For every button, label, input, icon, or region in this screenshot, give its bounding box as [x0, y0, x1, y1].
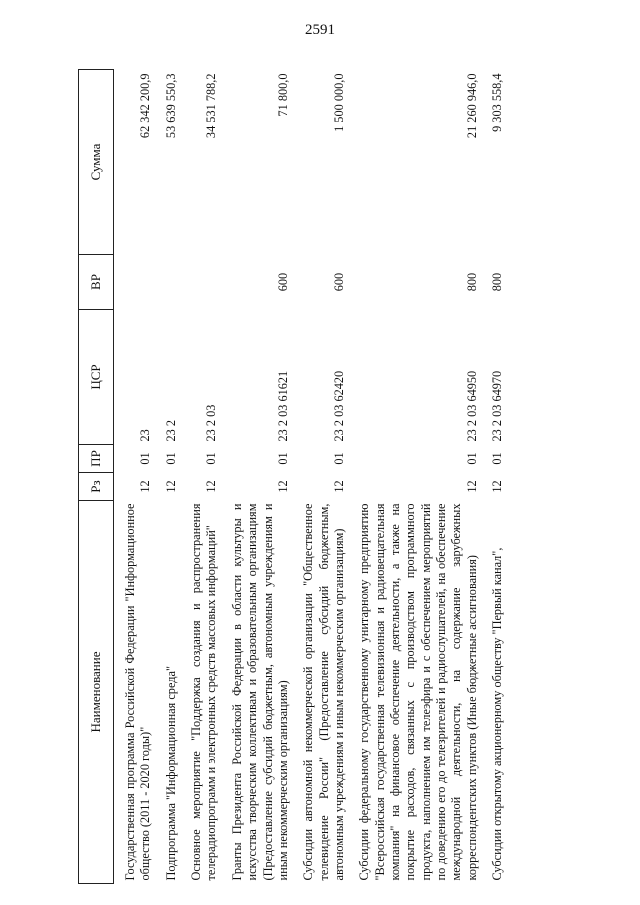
- row-vr: 600: [275, 272, 290, 292]
- table-row: [229, 70, 292, 884]
- row-pr: 01: [163, 452, 178, 465]
- table-row: [188, 70, 221, 884]
- row-name: Подпрограмма "Информационная среда": [163, 666, 178, 881]
- row-pr: 01: [138, 452, 153, 465]
- row-name: Субсидии автономной некоммерческой организации "Общественное телевидение России" (Предоставление субсидий бюджетным, автономным учреждениям и иным некоммерческим организациям): [301, 503, 346, 881]
- row-sum: 62 342 200,9: [138, 73, 153, 139]
- row-name: Субсидии открытому акционерному обществу "Первый канал",: [490, 547, 505, 881]
- row-vr: 600: [331, 272, 346, 292]
- header-row: [79, 70, 114, 884]
- row-sum: 53 639 550,3: [163, 73, 178, 139]
- row-csr: 23 2 03: [204, 404, 219, 442]
- row-rz: 12: [464, 480, 479, 493]
- col-header-name: Наименование: [79, 501, 114, 884]
- table-row: [489, 70, 506, 884]
- row-name: Государственная программа Российской Федерации "Информационное общество (2011 - 2020 годы)": [123, 503, 153, 881]
- row-vr: 800: [464, 272, 479, 292]
- table-row: [163, 70, 180, 884]
- row-csr: 23 2 03 62420: [331, 370, 346, 442]
- row-pr: 01: [204, 452, 219, 465]
- row-csr: 23 2 03 61621: [275, 370, 290, 442]
- row-rz: 12: [163, 480, 178, 493]
- row-rz: 12: [331, 480, 346, 493]
- row-rz: 12: [490, 480, 505, 493]
- row-pr: 01: [275, 452, 290, 465]
- page-number: 2591: [305, 22, 335, 38]
- rotated-budget-table: [78, 70, 578, 884]
- col-header-pr: ПР: [79, 445, 114, 473]
- row-csr: 23: [138, 429, 153, 442]
- row-csr: 23 2: [163, 419, 178, 442]
- row-name: Гранты Президента Российской Федерации в области культуры и искусства творческим коллективам и образовательным организациям (Предоставление субсидий бюджетным, автономным учреждениям и иным некоммерческим организациям): [229, 503, 290, 881]
- row-vr: [188, 255, 221, 310]
- row-sum: 34 531 788,2: [204, 73, 219, 139]
- row-vr: [163, 255, 180, 310]
- row-vr: 800: [490, 272, 505, 292]
- row-csr: 23 2 03 64970: [490, 370, 505, 442]
- row-sum: 1 500 000,0: [331, 73, 346, 132]
- row-pr: 01: [464, 452, 479, 465]
- row-rz: 12: [204, 480, 219, 493]
- row-sum: 9 303 558,4: [490, 73, 505, 132]
- row-sum: 71 800,0: [275, 73, 290, 117]
- row-rz: 12: [275, 480, 290, 493]
- table-row: [300, 70, 348, 884]
- row-rz: 12: [138, 480, 153, 493]
- row-pr: 01: [490, 452, 505, 465]
- col-header-vr: ВР: [79, 255, 114, 310]
- row-sum: 21 260 946,0: [464, 73, 479, 139]
- col-header-csr: ЦСР: [79, 310, 114, 445]
- row-name: Субсидии федеральному государственному унитарному предприятию "Всероссийская государственная телевизионная и радиовещательная компания" на финансовое обеспечение деятельности, а также на покрытие расходов, связанных с производством программного продукта, наполнением им телеэфира и с обеспечением мероприятий по доведению его до телезрителей и радиослушателей, на обеспечение международной деятельности, на содержание зарубежных корреспондентских пунктов (Иные бюджетные ассигнования): [357, 503, 479, 881]
- row-vr: [122, 255, 155, 310]
- table-row: [356, 70, 481, 884]
- row-csr: 23 2 03 64950: [464, 370, 479, 442]
- col-header-rz: Рз: [79, 473, 114, 501]
- col-header-sum: Сумма: [79, 70, 114, 255]
- row-name: Основное мероприятие "Поддержка создания и распространения телерадиопрограмм и электронных средств массовых информаций": [189, 503, 219, 881]
- row-pr: 01: [331, 452, 346, 465]
- table-row: [122, 70, 155, 884]
- budget-table: [78, 69, 507, 884]
